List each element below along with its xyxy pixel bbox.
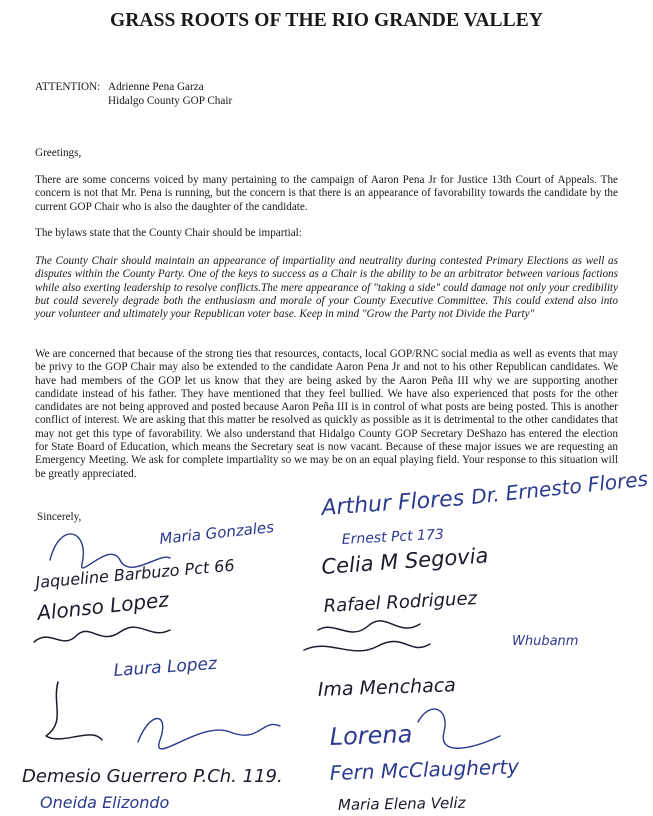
signature-maria-elena: Maria Elena Veliz: [337, 793, 466, 814]
signature-arthur-flores: Arthur Flores: [320, 486, 465, 521]
greeting: Greetings,: [35, 147, 82, 159]
signature-rafael: Rafael Rodriguez: [323, 587, 478, 617]
signature-scrawl-5: [46, 682, 102, 740]
signature-laura-lopez: Laura Lopez: [112, 653, 218, 681]
attention-block: [35, 80, 232, 108]
closing: Sincerely,: [37, 511, 82, 523]
signature-lorena: Lorena: [329, 720, 413, 751]
signature-scrawl-2: [304, 641, 430, 650]
paragraph-bylaws: The bylaws state that the County Chair should be impartial:: [35, 227, 302, 239]
signature-dr-ernesto: Dr. Ernesto Flores: [470, 466, 650, 509]
paragraph-request: We are concerned that because of the strong ties that resources, contacts, local GOP/RNC social media as well as events that may be privy to the GOP Chair may also be extended to the candidate Aaron Pena Jr and not to his other Republican candidates. We have had members of the GOP let us know that they are being asked by the Aaron Peña III why we are supporting another candidate instead of his father. They have mentioned that they feel bullied. We have also experienced that posts for the other candidates are not being approved and posted because Aaron Peña III is in control of what posts are being posted. This is another conflict of interest. We are asking that this matter be resolved as quickly as possible as it is detrimental to the other candidates that may not get this type of favorability. We also understand that Hidalgo County GOP Secretary DeShazo has entered the election for State Board of Education, which means the Secretary seat is now vacant. Because of these major issues we are requesting an Emergency Meeting. We ask for complete impartiality so we may be on an equal playing field. Your response to this situation will be greatly appreciated.: [35, 348, 618, 480]
letter-title: GRASS ROOTS OF THE RIO GRANDE VALLEY: [109, 10, 544, 31]
signature-oneida: Oneida Elizondo: [40, 793, 170, 812]
signature-scrawl-1: [318, 621, 420, 632]
signature-ernest-pct: Ernest Pct 173: [341, 526, 445, 548]
paragraph-concerns: There are some concerns voiced by many pertaining to the campaign of Aaron Pena Jr for Justice 13th Court of Appeals. The concern is not that Mr. Pena is running, but the concern is that there is an appearance of favorability towards the candidate by the current GOP Chair who is also the daughter of the candidate.: [35, 174, 618, 213]
signatures-area: [0, 460, 653, 816]
signature-scrawl-3: [418, 709, 500, 748]
signature-celia-segovia: Celia M Segovia: [320, 543, 490, 579]
attention-role: Hidalgo County GOP Chair: [108, 95, 233, 107]
signature-maria-gonzales: Maria Gonzales: [158, 518, 275, 548]
signature-jaqueline: Jaqueline Barbuzo Pct 66: [34, 555, 236, 592]
signature-fern: Fern McClaugherty: [329, 754, 520, 785]
bylaws-quote: The County Chair should maintain an appearance of impartiality and neutrality during contested Primary Elections as well as disputes within the County Party. One of the keys to success as a Chair is the ability to be an arbitrator between various factions while also exerting leadership to resolve conflicts.The mere appearance of "taking a side" could damage not only your credibility but could severely degrade both the enthusiasm and morale of your County Executive Committee. This could extend also into your volunteer and ultimately your Republican voter base. Keep in mind "Grow the Party not Divide the Party": [35, 255, 618, 321]
signature-alonso-lopez: Alonso Lopez: [36, 587, 170, 625]
signature-scrawl-4: [34, 627, 170, 642]
signature-whubanm: Whubanm: [512, 634, 579, 649]
signature-scrawl-6: [138, 719, 280, 749]
attention-row-1: [35, 80, 232, 94]
signature-demesio-guerrero: Demesio Guerrero P.Ch. 119.: [22, 766, 283, 787]
signature-ima: Ima Menchaca: [317, 674, 457, 701]
attention-label: ATTENTION:: [35, 81, 101, 93]
attention-name: Adrienne Pena Garza: [108, 81, 204, 93]
